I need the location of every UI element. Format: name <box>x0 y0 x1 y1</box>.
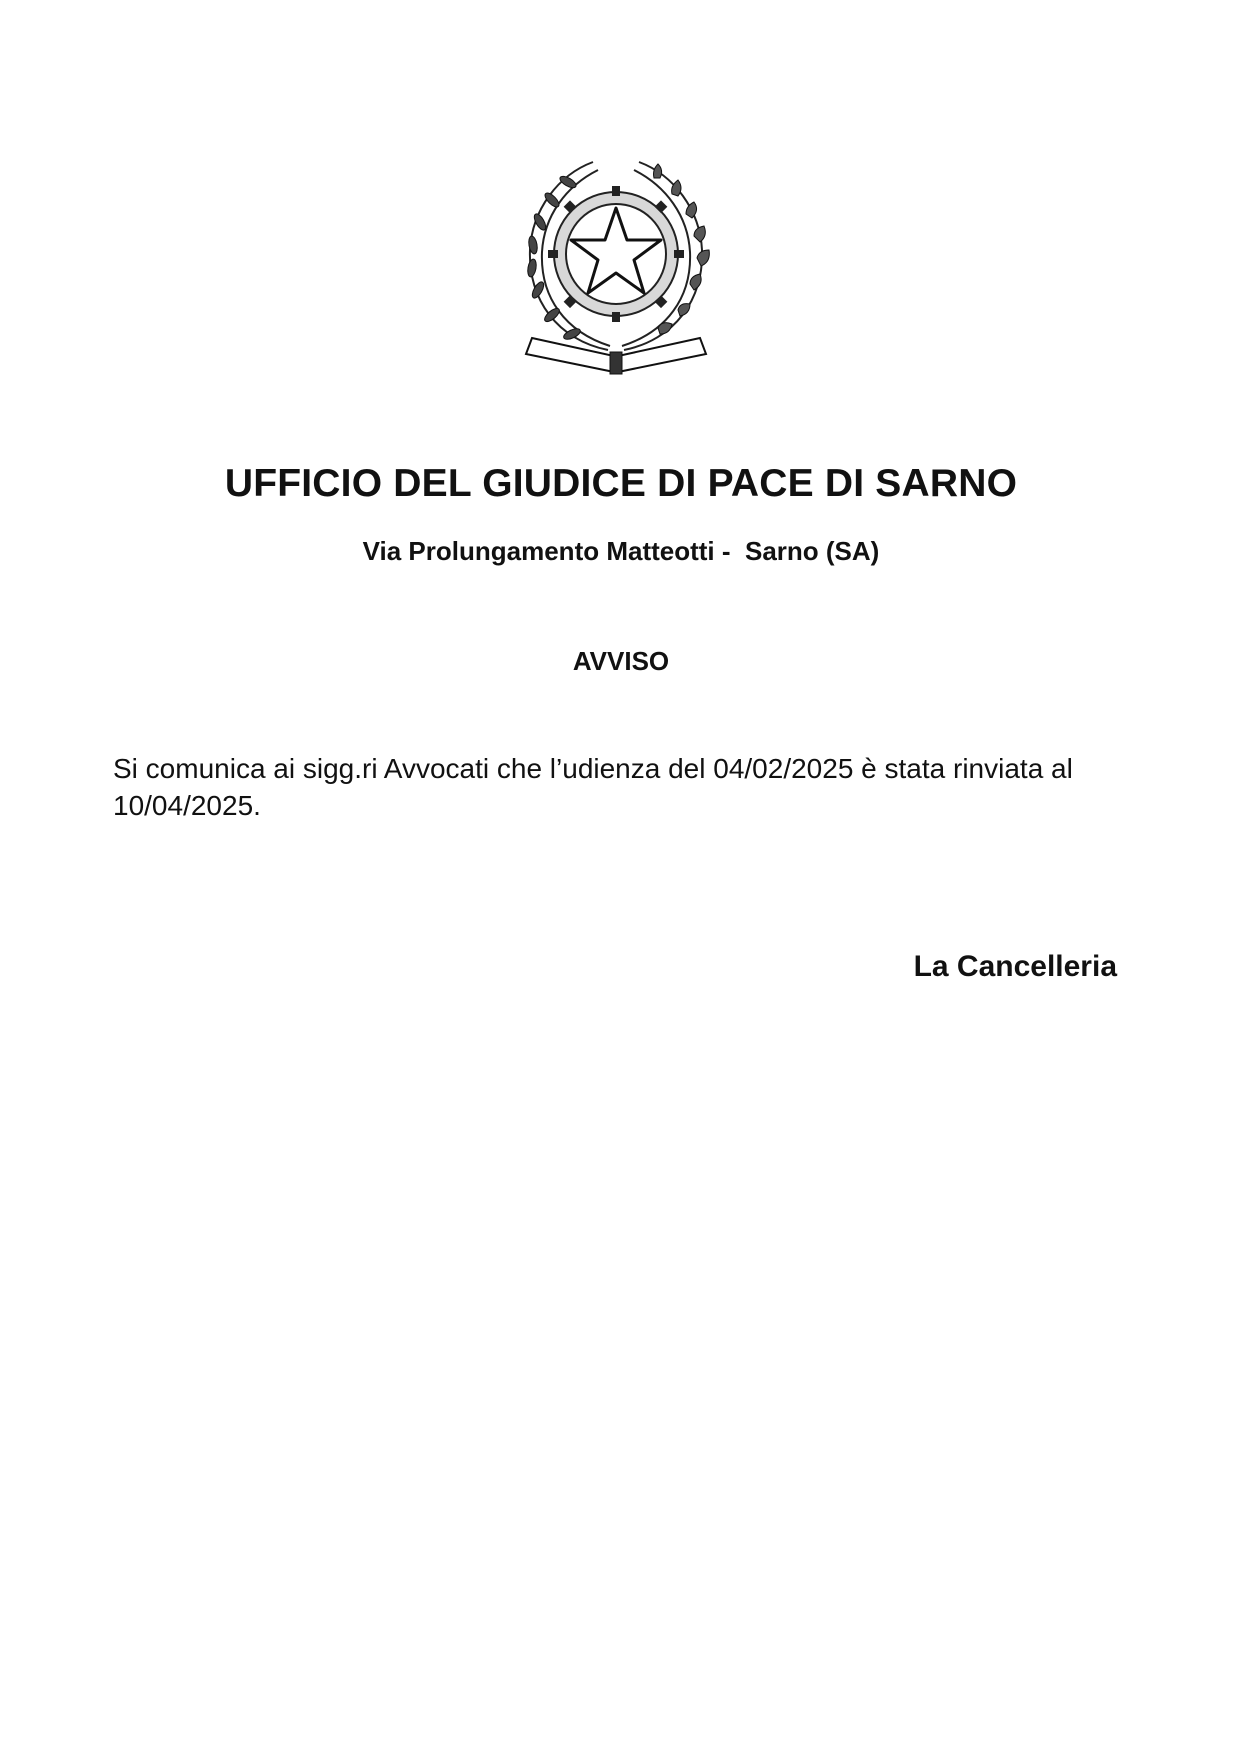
notice-title: AVVISO <box>572 646 670 676</box>
office-title: UFFICIO DEL GIUDICE DI PACE DI SARNO <box>224 462 1018 505</box>
office-address: Via Prolungamento Matteotti - Sarno (SA) <box>362 536 880 566</box>
signature: La Cancelleria <box>913 950 1117 983</box>
emblem-of-italy-icon <box>518 150 714 376</box>
notice-body: Si comunica ai sigg.ri Avvocati che l’udienza del 04/02/2025 è stata rinviata al 10/04/2025. <box>113 753 1073 821</box>
